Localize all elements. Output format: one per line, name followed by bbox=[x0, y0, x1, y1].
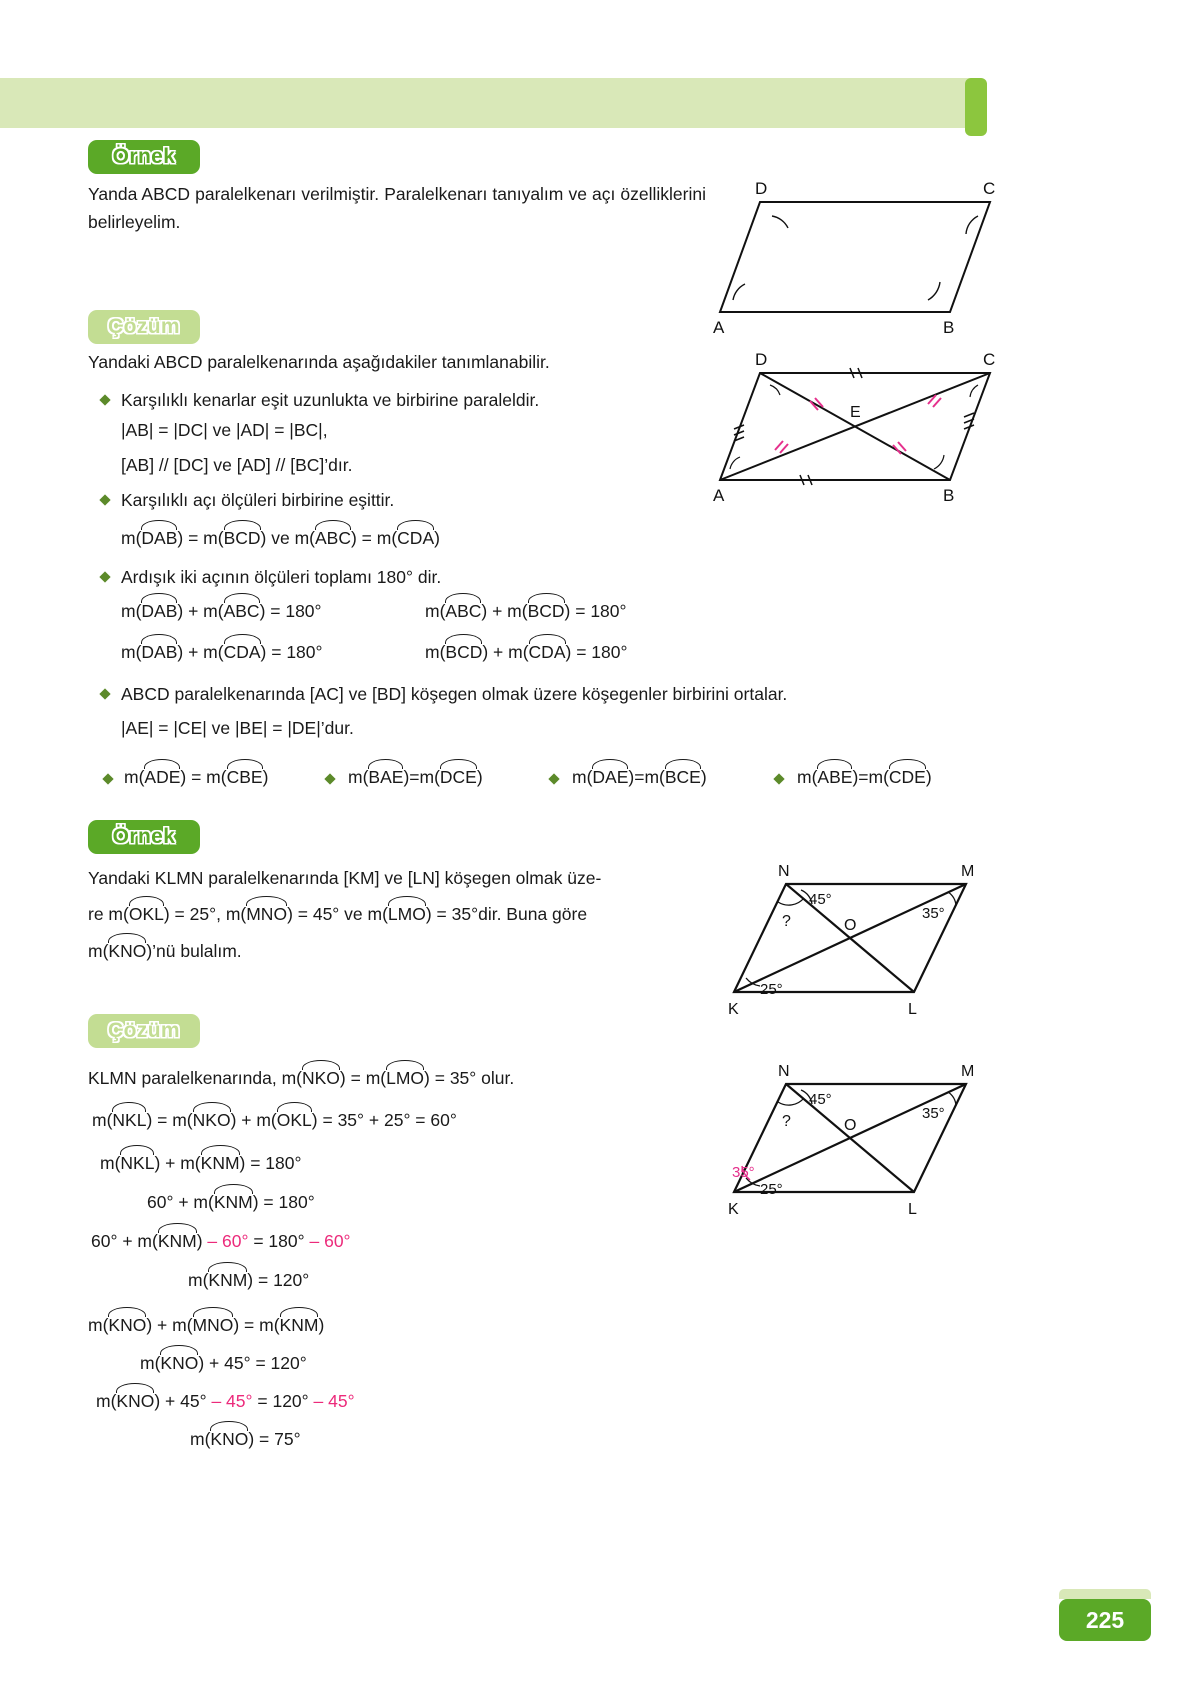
bullet-marker bbox=[324, 773, 335, 784]
angle-kno: KNO bbox=[108, 940, 146, 962]
angle-cda: CDA bbox=[397, 527, 434, 549]
fig4-unknown: ? bbox=[782, 1113, 791, 1130]
fig2-label-C: C bbox=[983, 350, 996, 369]
example2-line-2: re m( OKL) = 25°, m( MNO) = 45° ve m( LMO) = 35°dir. Buna göre bbox=[88, 903, 587, 925]
angle-kno: KNO bbox=[160, 1352, 198, 1374]
bullet-marker bbox=[99, 571, 110, 582]
solution2-step-9: m( KNO) = 75° bbox=[190, 1428, 301, 1450]
fig4-label-L: L bbox=[908, 1201, 917, 1218]
solution1-supp-row1-right: m( ABC) + m( BCD) = 180° bbox=[425, 600, 627, 622]
angle-kno: KNO bbox=[116, 1390, 154, 1412]
fig2-label-B: B bbox=[943, 486, 955, 505]
fig3-angle-45: 45° bbox=[809, 891, 832, 908]
bullet-marker bbox=[773, 773, 784, 784]
example1-text: Yanda ABCD paralelkenarı verilmiştir. Paralelkenarı tanıyalım ve açı özelliklerini belirleyelim. bbox=[88, 184, 706, 233]
angle-abc: ABC bbox=[224, 600, 260, 622]
angle-bcd: BCD bbox=[445, 641, 482, 663]
fig2-label-A: A bbox=[713, 486, 725, 505]
solution2-step-8: m( KNO) + 45° – 45° = 120° – 45° bbox=[96, 1390, 355, 1412]
angle-knm: KNM bbox=[208, 1269, 247, 1291]
bullet-marker bbox=[102, 773, 113, 784]
solution2-step-4: 60° + m( KNM) – 60° = 180° – 60° bbox=[91, 1230, 351, 1252]
angle-knm: KNM bbox=[280, 1314, 319, 1336]
angle-lmo: LMO bbox=[386, 1067, 424, 1089]
solution1-bullet-2: Karşılıklı açı ölçüleri birbirine eşittir. bbox=[121, 490, 395, 510]
solution1-eq-diag: |AE| = |CE| ve |BE| = |DE|’dur. bbox=[121, 718, 354, 738]
angle-mno: MNO bbox=[193, 1314, 234, 1336]
badge-cozum-1-label: Çözüm bbox=[108, 315, 180, 338]
angle-knm: KNM bbox=[158, 1230, 197, 1252]
fig4-label-O: O bbox=[844, 1117, 857, 1134]
angle-dab: DAB bbox=[141, 641, 177, 663]
angle-dab: DAB bbox=[141, 600, 177, 622]
angle-nko: NKO bbox=[302, 1067, 340, 1089]
fig3-label-N: N bbox=[778, 863, 790, 880]
solution1-final-1: m( ADE) = m( CBE) bbox=[124, 766, 268, 788]
angle-bcd: BCD bbox=[224, 527, 261, 549]
figure-parallelogram-abcd-plain bbox=[700, 172, 1000, 337]
fig1-label-C: C bbox=[983, 179, 996, 198]
solution1-intro: Yandaki ABCD paralelkenarında aşağıdakiler tanımlanabilir. bbox=[88, 352, 550, 372]
fig4-label-N: N bbox=[778, 1063, 790, 1080]
fig3-label-M: M bbox=[961, 863, 975, 880]
angle-abc: ABC bbox=[315, 527, 351, 549]
page-number: 225 bbox=[1059, 1599, 1151, 1641]
conn-ve: ve bbox=[271, 528, 290, 548]
fig3-label-O: O bbox=[844, 917, 857, 934]
angle-nkl: NKL bbox=[112, 1109, 146, 1131]
angle-bce: BCE bbox=[665, 766, 701, 788]
bullet-marker bbox=[99, 688, 110, 699]
header-band-tab bbox=[965, 78, 987, 136]
solution2-intro: KLMN paralelkenarında, m( NKO) = m( LMO) = 35° olur. bbox=[88, 1067, 514, 1089]
solution1-final-4: m( ABE)=m( CDE) bbox=[797, 766, 932, 788]
badge-ornek-1 bbox=[88, 140, 200, 174]
fig4-label-M: M bbox=[961, 1063, 975, 1080]
solution1-supp-row2-left: m( DAB) + m( CDA) = 180° bbox=[121, 641, 323, 663]
fig3-angle-25: 25° bbox=[760, 981, 783, 998]
page-number-notch bbox=[1059, 1589, 1151, 1599]
pink-minus-60-left: – 60° bbox=[207, 1231, 249, 1251]
angle-abc: ABC bbox=[445, 600, 481, 622]
angle-nko: NKO bbox=[193, 1109, 231, 1131]
badge-ornek-2 bbox=[88, 820, 200, 854]
fig2-label-D: D bbox=[755, 350, 768, 369]
angle-bae: BAE bbox=[368, 766, 403, 788]
badge-ornek-2-label: Örnek bbox=[112, 825, 176, 848]
badge-cozum-1 bbox=[88, 310, 200, 344]
bullet-marker bbox=[99, 394, 110, 405]
fig3-unknown: ? bbox=[782, 913, 791, 930]
fig1-label-B: B bbox=[943, 318, 955, 337]
angle-kno: KNO bbox=[108, 1314, 146, 1336]
angle-cda: CDA bbox=[224, 641, 261, 663]
figure-parallelogram-klmn-solved bbox=[716, 1062, 986, 1222]
angle-lmo: LMO bbox=[388, 903, 426, 925]
angle-okl: OKL bbox=[129, 903, 164, 925]
angle-kno: KNO bbox=[210, 1428, 248, 1450]
fig4-angle-25: 25° bbox=[760, 1181, 783, 1198]
pink-minus-45-right: – 45° bbox=[313, 1391, 355, 1411]
fig1-label-D: D bbox=[755, 179, 768, 198]
angle-ade: ADE bbox=[144, 766, 180, 788]
fig4-angle-45: 45° bbox=[809, 1091, 832, 1108]
solution1-supp-row2-right: m( BCD) + m( CDA) = 180° bbox=[425, 641, 627, 663]
fig1-label-A: A bbox=[713, 318, 725, 337]
solution1-bullet-3: Ardışık iki açının ölçüleri toplamı 180° dir. bbox=[121, 567, 442, 587]
fig2-label-E: E bbox=[850, 404, 861, 421]
angle-cda: CDA bbox=[529, 641, 566, 663]
solution1-final-3: m( DAE)=m( BCE) bbox=[572, 766, 707, 788]
pink-minus-60-right: – 60° bbox=[309, 1231, 351, 1251]
header-band bbox=[0, 78, 975, 128]
fig3-angle-35: 35° bbox=[922, 905, 945, 922]
solution1-bullet-4: ABCD paralelkenarında [AC] ve [BD] köşegen olmak üzere köşegenler birbirini ortalar. bbox=[121, 684, 788, 704]
badge-cozum-2 bbox=[88, 1014, 200, 1048]
angle-dab: DAB bbox=[141, 527, 177, 549]
angle-okl: OKL bbox=[277, 1109, 312, 1131]
solution2-step-3: 60° + m( KNM) = 180° bbox=[147, 1191, 315, 1213]
example2-line-3: m( KNO)’nü bulalım. bbox=[88, 940, 242, 962]
solution1-final-2: m( BAE)=m( DCE) bbox=[348, 766, 483, 788]
angle-dce: DCE bbox=[440, 766, 477, 788]
badge-cozum-2-label: Çözüm bbox=[108, 1019, 180, 1042]
angle-cde: CDE bbox=[889, 766, 926, 788]
pink-minus-45-left: – 45° bbox=[211, 1391, 253, 1411]
angle-abe: ABE bbox=[817, 766, 852, 788]
solution1-supp-row1-left: m( DAB) + m( ABC) = 180° bbox=[121, 600, 322, 622]
fig4-label-K: K bbox=[728, 1201, 739, 1218]
solution1-eq-sides-2: [AB] // [DC] ve [AD] // [BC]’dır. bbox=[121, 455, 353, 475]
fig4-angle-35-pink: 35° bbox=[732, 1164, 755, 1181]
bullet-marker bbox=[99, 494, 110, 505]
solution1-eq-sides-1: |AB| = |DC| ve |AD| = |BC|, bbox=[121, 420, 328, 440]
angle-nkl: NKL bbox=[120, 1152, 154, 1174]
solution2-step-7: m( KNO) + 45° = 120° bbox=[140, 1352, 307, 1374]
angle-knm: KNM bbox=[214, 1191, 253, 1213]
example2-line-1: Yandaki KLMN paralelkenarında [KM] ve [LN] köşegen olmak üze- bbox=[88, 868, 602, 888]
fig4-angle-35: 35° bbox=[922, 1105, 945, 1122]
angle-mno: MNO bbox=[246, 903, 287, 925]
figure-parallelogram-klmn-given bbox=[716, 862, 986, 1022]
angle-bcd: BCD bbox=[528, 600, 565, 622]
angle-dae: DAE bbox=[592, 766, 628, 788]
solution1-bullet-1: Karşılıklı kenarlar eşit uzunlukta ve birbirine paraleldir. bbox=[121, 390, 540, 410]
angle-cbe: CBE bbox=[227, 766, 263, 788]
figure-parallelogram-abcd-diagonals bbox=[700, 345, 1000, 505]
fig3-label-L: L bbox=[908, 1001, 917, 1018]
solution2-step-6: m( KNO) + m( MNO) = m( KNM) bbox=[88, 1314, 324, 1336]
bullet-marker bbox=[548, 773, 559, 784]
badge-ornek-1-label: Örnek bbox=[112, 145, 176, 168]
fig3-label-K: K bbox=[728, 1001, 739, 1018]
solution2-step-2: m( NKL) + m( KNM) = 180° bbox=[100, 1152, 302, 1174]
solution1-angle-equalities: m( DAB) = m( BCD) ve m( ABC) = m( CDA) bbox=[121, 527, 440, 549]
solution2-step-1: m( NKL) = m( NKO) + m( OKL) = 35° + 25° = 60° bbox=[92, 1109, 457, 1131]
angle-knm: KNM bbox=[201, 1152, 240, 1174]
solution2-step-5: m( KNM) = 120° bbox=[188, 1269, 309, 1291]
